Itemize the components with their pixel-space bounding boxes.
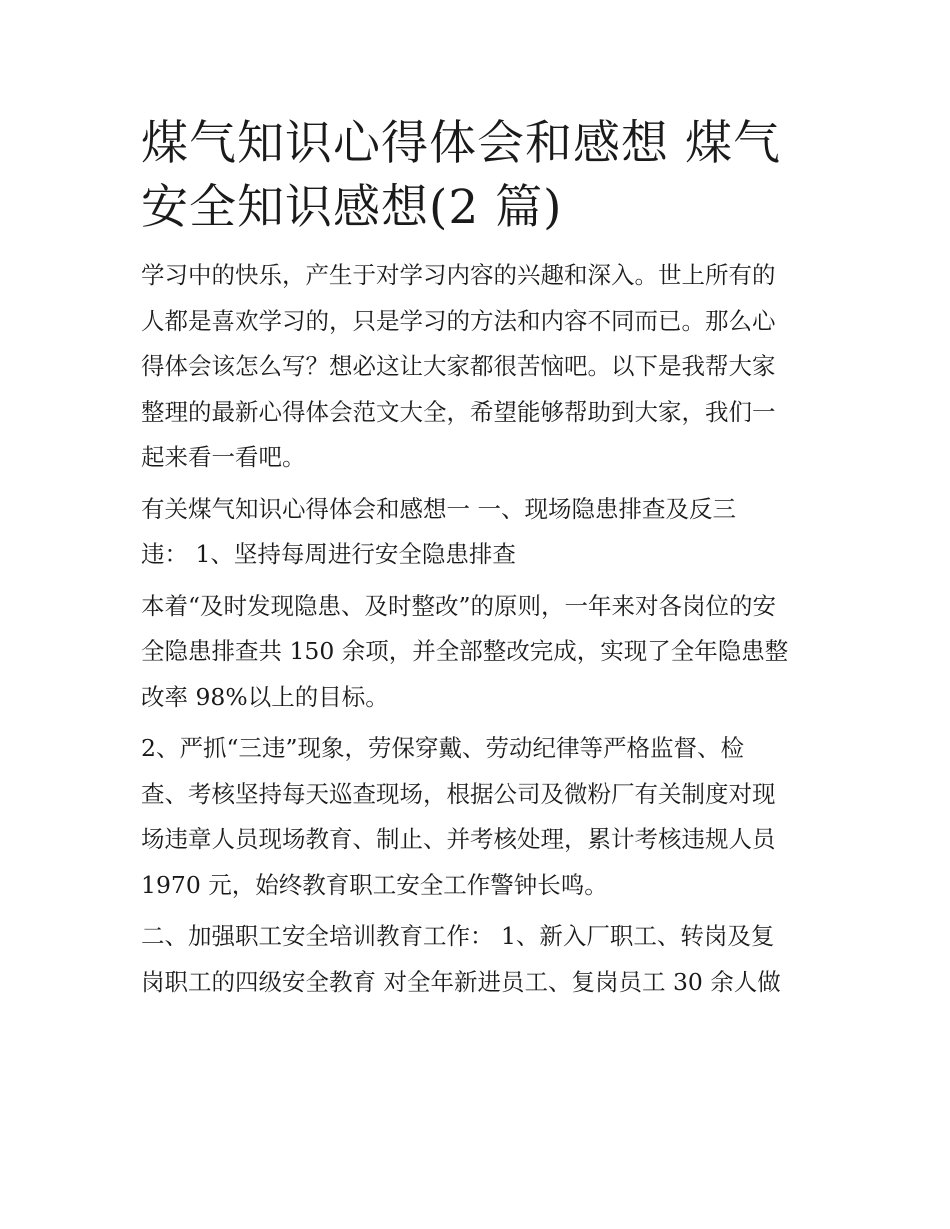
text-line: 全隐患排查共 150 余项，并全部整改完成，实现了全年隐患整 — [141, 637, 789, 665]
text-line: 查、考核坚持每天巡查现场，根据公司及微粉厂有关制度对现 — [141, 779, 776, 808]
title-line: 煤气知识心得体会和感想 煤气 — [141, 116, 781, 171]
text-line: 二、加强职工安全培训教育工作： 1、新入厂职工、转岗及复 — [141, 922, 775, 950]
text-line: 场违章人员现场教育、制止、并考核处理，累计考核违规人员 — [141, 825, 776, 853]
text-line: 得体会该怎么写？想必这让大家都很苦恼吧。以下是我帮大家 — [141, 352, 776, 380]
text-line: 整理的最新心得体会范文大全，希望能够帮助到大家，我们一 — [141, 397, 776, 426]
text-line: 本着“及时发现隐患、及时整改”的原则，一年来对各岗位的安 — [141, 591, 777, 620]
text-line: 有关煤气知识心得体会和感想一 一、现场隐患排查及反三 — [141, 494, 736, 523]
text-line: 起来看一看吧。 — [141, 443, 306, 471]
document-title — [141, 112, 813, 240]
document-content — [141, 112, 813, 1011]
text-line: 学习中的快乐，产生于对学习内容的兴趣和深入。世上所有的 — [141, 261, 776, 289]
text-line: 违： 1、坚持每周进行安全隐患排查 — [141, 540, 516, 568]
text-line: 人都是喜欢学习的，只是学习的方法和内容不同而已。那么心 — [141, 306, 776, 335]
text-line: 2、严抓“三违”现象，劳保穿戴、劳动纪律等严格监督、检 — [141, 734, 744, 762]
text-line: 1970 元，始终教育职工安全工作警钟长鸣。 — [141, 870, 608, 899]
text-line: 岗职工的四级安全教育 对全年新进员工、复岗员工 30 余人做 — [141, 967, 781, 996]
text-line: 改率 98%以上的目标。 — [141, 682, 389, 711]
hazard-inspection-paragraph — [141, 584, 813, 721]
violations-paragraph — [141, 726, 813, 908]
title-line: 安全知识感想(2 篇) — [141, 180, 563, 235]
intro-paragraph — [141, 253, 813, 481]
document-body — [141, 253, 813, 1005]
training-paragraph — [141, 914, 813, 1005]
section-heading-paragraph — [141, 487, 813, 578]
